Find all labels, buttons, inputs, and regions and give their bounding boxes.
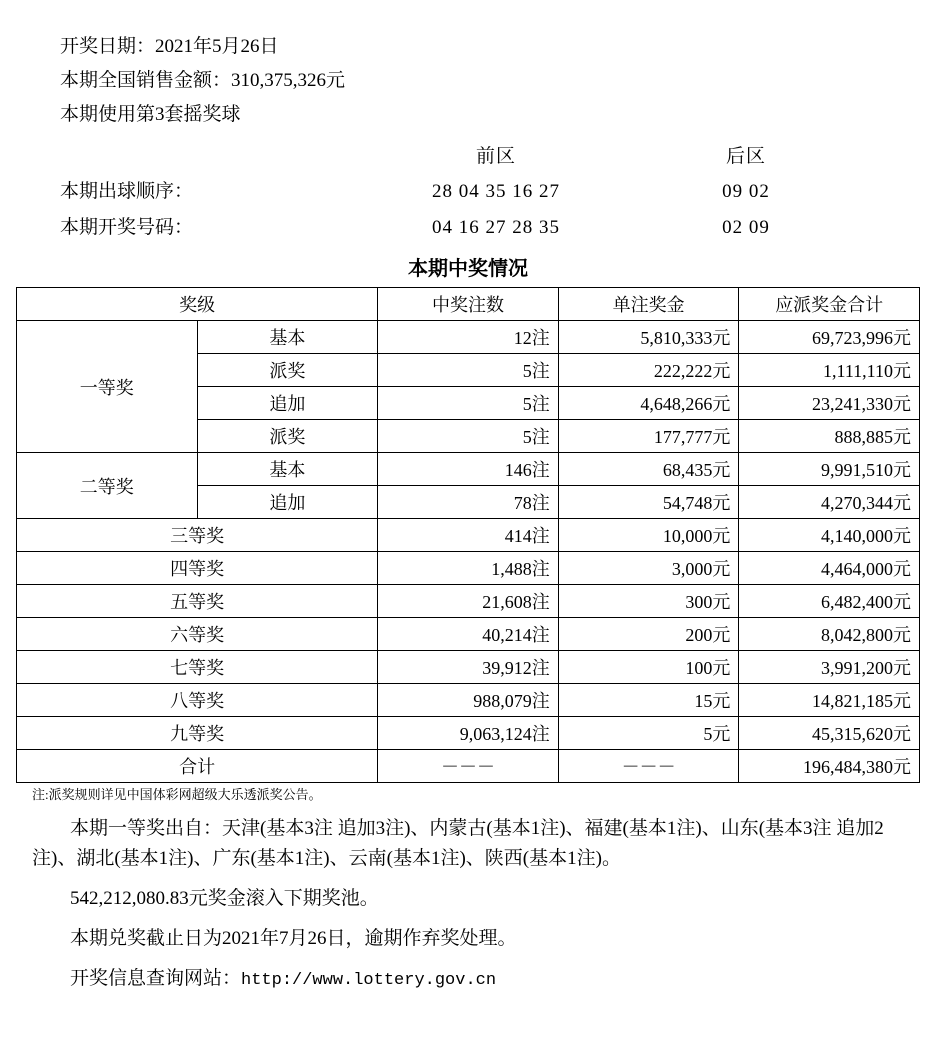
count-cell: －－－ (378, 750, 559, 783)
table-row (17, 585, 920, 618)
total-cell: 4,464,000元 (739, 552, 920, 585)
level-cell: 五等奖 (17, 585, 378, 618)
table-row (17, 684, 920, 717)
total-cell: 3,991,200元 (739, 651, 920, 684)
col-header-count: 中奖注数 (378, 288, 559, 321)
ball-order-back: 09 02 (722, 181, 770, 202)
ball-order-row (16, 174, 920, 210)
website-prefix: 开奖信息查询网站： (70, 968, 242, 989)
each-cell: 100元 (558, 651, 739, 684)
zone-header-row (16, 140, 920, 174)
each-cell: 15元 (558, 684, 739, 717)
table-footnote: 注:派奖规则详见中国体彩网超级大乐透派奖公告。 (32, 787, 322, 802)
level-cell: 六等奖 (17, 618, 378, 651)
each-cell: 222,222元 (558, 354, 739, 387)
count-cell: 5注 (378, 354, 559, 387)
winning-numbers-back: 02 09 (722, 217, 770, 238)
each-cell: 54,748元 (558, 486, 739, 519)
count-cell: 40,214注 (378, 618, 559, 651)
draw-date-line: 开奖日期：2021年5月26日 (60, 36, 279, 57)
total-cell: 888,885元 (739, 420, 920, 453)
total-cell: 196,484,380元 (739, 750, 920, 783)
sub-cell: 追加 (197, 486, 378, 519)
count-cell: 21,608注 (378, 585, 559, 618)
winning-numbers-front: 04 16 27 28 35 (432, 217, 560, 238)
total-cell: 69,723,996元 (739, 321, 920, 354)
count-cell: 12注 (378, 321, 559, 354)
table-row (17, 552, 920, 585)
count-cell: 5注 (378, 420, 559, 453)
website-line (32, 964, 904, 996)
level-cell: 七等奖 (17, 651, 378, 684)
table-header-row (17, 288, 920, 321)
total-cell: 4,140,000元 (739, 519, 920, 552)
table-row (17, 321, 920, 354)
prize-table (16, 287, 920, 783)
each-cell: 5,810,333元 (558, 321, 739, 354)
count-cell: 414注 (378, 519, 559, 552)
count-cell: 988,079注 (378, 684, 559, 717)
each-cell: 300元 (558, 585, 739, 618)
machine-set-line: 本期使用第3套摇奖球 (60, 104, 241, 125)
zone-header-spacer (16, 140, 346, 174)
level-cell: 四等奖 (17, 552, 378, 585)
sales-amount-line: 本期全国销售金额：310,375,326元 (60, 70, 346, 91)
count-cell: 5注 (378, 387, 559, 420)
each-cell: 3,000元 (558, 552, 739, 585)
total-cell: 45,315,620元 (739, 717, 920, 750)
sub-cell: 派奖 (197, 420, 378, 453)
rollover-pool-paragraph: 542,212,080.83元奖金滚入下期奖池。 (70, 888, 379, 909)
website-url: http://www.lottery.gov.cn (241, 971, 497, 990)
count-cell: 39,912注 (378, 651, 559, 684)
total-cell: 8,042,800元 (739, 618, 920, 651)
table-row (17, 618, 920, 651)
total-cell: 6,482,400元 (739, 585, 920, 618)
ball-order-front: 28 04 35 16 27 (432, 181, 560, 202)
table-row (17, 717, 920, 750)
each-cell: 200元 (558, 618, 739, 651)
sub-cell: 派奖 (197, 354, 378, 387)
total-cell: 14,821,185元 (739, 684, 920, 717)
ball-order-label: 本期出球顺序： (60, 181, 194, 202)
count-cell: 9,063,124注 (378, 717, 559, 750)
first-prize-origin-paragraph: 本期一等奖出自：天津(基本3注 追加3注)、内蒙古(基本1注)、福建(基本1注)、山东(基本3注 追加2注)、湖北(基本1注)、广东(基本1注)、云南(基本1注)、陕西(基本1注)。 (32, 818, 884, 869)
level-cell: 八等奖 (17, 684, 378, 717)
total-cell: 23,241,330元 (739, 387, 920, 420)
table-row (17, 651, 920, 684)
total-cell: 4,270,344元 (739, 486, 920, 519)
sub-cell: 基本 (197, 453, 378, 486)
col-header-total: 应派奖金合计 (739, 288, 920, 321)
each-cell: 10,000元 (558, 519, 739, 552)
each-cell: －－－ (558, 750, 739, 783)
count-cell: 1,488注 (378, 552, 559, 585)
total-cell: 9,991,510元 (739, 453, 920, 486)
each-cell: 5元 (558, 717, 739, 750)
table-row (17, 453, 920, 486)
table-row (17, 519, 920, 552)
sub-cell: 基本 (197, 321, 378, 354)
ball-section (16, 140, 920, 246)
col-header-level: 奖级 (17, 288, 378, 321)
level-cell: 合计 (17, 750, 378, 783)
count-cell: 146注 (378, 453, 559, 486)
level-cell: 二等奖 (17, 453, 198, 519)
table-row-total (17, 750, 920, 783)
level-cell: 一等奖 (17, 321, 198, 453)
sub-cell: 追加 (197, 387, 378, 420)
level-cell: 九等奖 (17, 717, 378, 750)
total-cell: 1,111,110元 (739, 354, 920, 387)
winning-numbers-row (16, 210, 920, 246)
prize-table-title: 本期中奖情况 (408, 258, 528, 280)
front-zone-label: 前区 (475, 146, 516, 167)
each-cell: 68,435元 (558, 453, 739, 486)
col-header-each: 单注奖金 (558, 288, 739, 321)
level-cell: 三等奖 (17, 519, 378, 552)
winning-numbers-label: 本期开奖号码： (60, 217, 194, 238)
count-cell: 78注 (378, 486, 559, 519)
each-cell: 177,777元 (558, 420, 739, 453)
each-cell: 4,648,266元 (558, 387, 739, 420)
claim-deadline-paragraph: 本期兑奖截止日为2021年7月26日，逾期作弃奖处理。 (70, 928, 517, 949)
back-zone-label: 后区 (725, 146, 766, 167)
